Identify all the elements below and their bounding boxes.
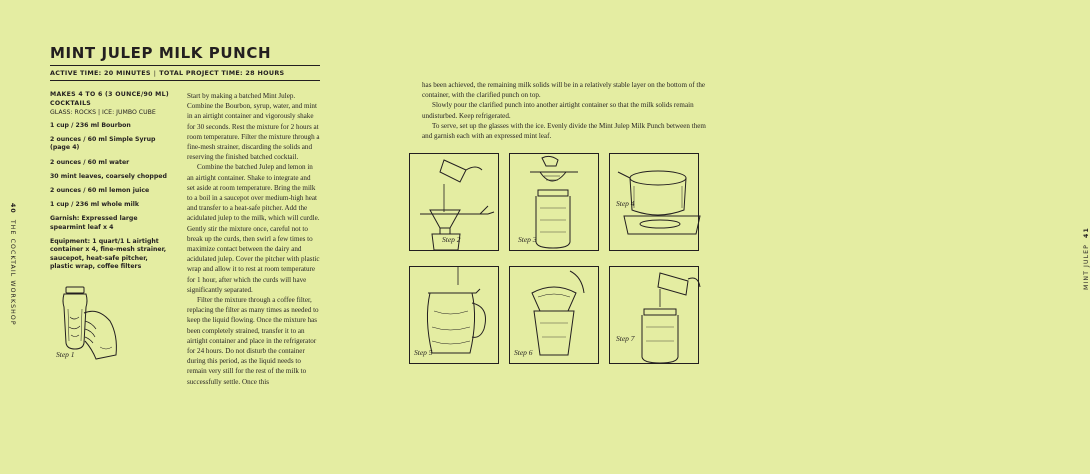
step-5-illustration xyxy=(409,266,499,364)
step-4-illustration xyxy=(609,153,699,251)
page-number: 40 xyxy=(9,203,16,214)
ingredient-item: 30 mint leaves, coarsely chopped xyxy=(50,172,167,180)
step-grid xyxy=(409,153,700,368)
step-1-label: Step 1 xyxy=(56,350,75,359)
recipe-title: MINT JULEP MILK PUNCH xyxy=(50,44,272,62)
method-paragraph: To serve, set up the glasses with the ice. Evenly divide the Mint Julep Milk Punch between them and garnish each with an expressed mint leaf. xyxy=(422,121,706,141)
step-2-illustration xyxy=(409,153,499,251)
step-1-illustration xyxy=(52,277,172,363)
pour-into-jar-icon xyxy=(610,267,700,365)
method-text xyxy=(187,91,320,387)
title-rule xyxy=(50,65,320,66)
method-paragraph: Start by making a batched Mint Julep. Combine the Bourbon, syrup, water, and mint in an airtight container and vigorously shake for 30 seconds. Rest the mixture for 2 hours at room temperature. Filter the mixture through a fine-mesh strainer, discarding the solids and reserving the finished batched cocktail. xyxy=(187,92,320,162)
step-7-label: Step 7 xyxy=(616,334,635,343)
running-head: MINT JULEP xyxy=(1083,244,1090,290)
ingredients-column xyxy=(50,91,172,272)
ingredient-item: 2 ounces / 60 ml Simple Syrup (page 4) xyxy=(50,135,156,152)
time-separator: | xyxy=(153,69,157,77)
step-2-label: Step 2 xyxy=(442,235,461,244)
ingredient-item: 1 cup / 236 ml Bourbon xyxy=(50,121,131,129)
continued-method xyxy=(422,80,708,141)
method-paragraph: Combine the batched Julep and lemon in an airtight container. Shake to integrate and set aside at room temperature. Bring the milk to a boil in a saucepot over medium-high heat and transfer to a heat-safe pitcher. Add the acidulated julep to the milk, which will curdle. Gently stir the mixture once, careful not to break up the curds, then swirl a few times to maximize contact between the dairy and acidulated julep. Cover the pitcher with plastic wrap and allow it to rest at room temperature for 1 hour, after which the curds will have significantly separated. xyxy=(187,163,320,294)
total-time: TOTAL PROJECT TIME: 28 HOURS xyxy=(159,69,285,77)
ingredient-list xyxy=(50,122,172,232)
active-time: ACTIVE TIME: 20 MINUTES xyxy=(50,69,151,77)
step-3-illustration xyxy=(509,153,599,251)
step-5-label: Step 5 xyxy=(414,348,433,357)
method-paragraph: Filter the mixture through a coffee filter, replacing the filter as many times as needed to keep the liquid flowing. Once the mixture has been completely strained, transfer it to an airtight container and place in the refrigerator for 24 hours. Do not disturb the container during this period, as the liquid needs to remain very still for the rest of the milk to successfully settle. Once this xyxy=(187,296,319,386)
step-3-label: Step 3 xyxy=(518,235,537,244)
step-6-illustration xyxy=(509,266,599,364)
yield: MAKES 4 TO 6 (3 OUNCE/90 ML) COCKTAILS xyxy=(50,91,170,107)
time-info xyxy=(50,69,284,77)
ingredient-item: 1 cup / 236 ml whole milk xyxy=(50,200,139,208)
left-page xyxy=(0,0,370,474)
step-6-label: Step 6 xyxy=(514,348,533,357)
step-7-illustration xyxy=(609,266,699,364)
garnish: Garnish: Expressed large spearmint leaf x 4 xyxy=(50,214,138,231)
time-rule xyxy=(50,80,320,81)
ingredient-item: 2 ounces / 60 ml lemon juice xyxy=(50,186,150,194)
page-number: 41 xyxy=(1083,227,1090,238)
right-folio xyxy=(1083,227,1090,290)
step-4-label: Step 4 xyxy=(616,199,635,208)
right-page xyxy=(370,0,1090,474)
left-folio xyxy=(9,203,16,326)
method-paragraph: Slowly pour the clarified punch into another airtight container so that the milk solids remain undisturbed. Keep refrigerated. xyxy=(422,101,694,120)
glass-ice: GLASS: ROCKS | ICE: JUMBO CUBE xyxy=(50,109,156,117)
method-paragraph: has been achieved, the remaining milk solids will be in a relatively stable layer on the bottom of the container, with the clarified punch on top. xyxy=(422,81,706,100)
ingredient-item: 2 ounces / 60 ml water xyxy=(50,158,130,166)
running-head: THE COCKTAIL WORKSHOP xyxy=(9,219,16,326)
equipment: Equipment: 1 quart/1 L airtight container x 4, fine-mesh strainer, saucepot, heat-safe pitcher, plastic wrap, coffee filters xyxy=(50,237,167,271)
